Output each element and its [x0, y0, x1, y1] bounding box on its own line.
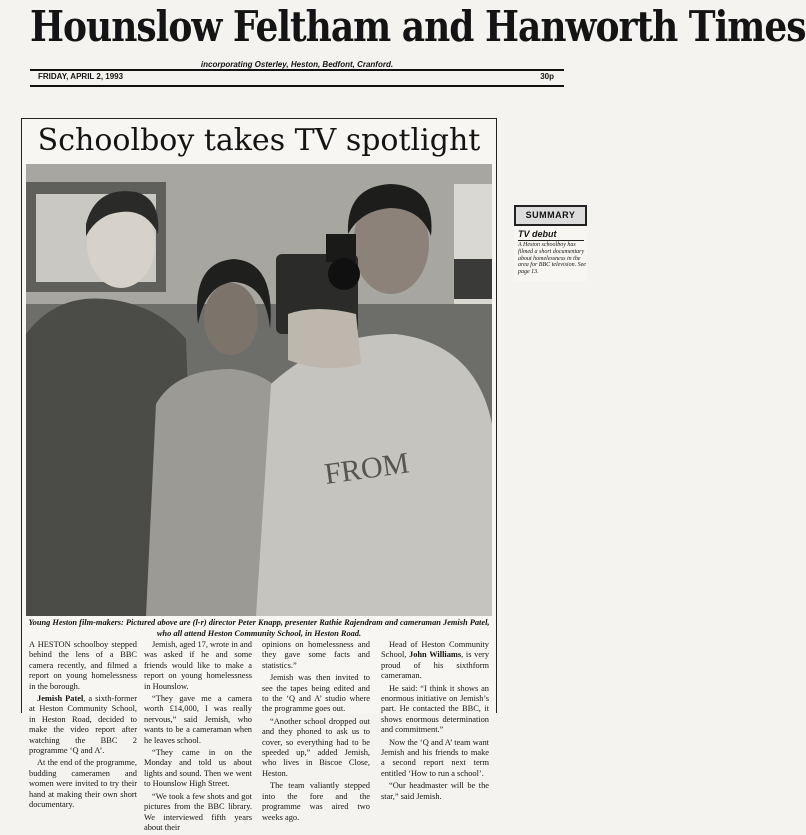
- paragraph: Head of Heston Community School, John Williams, is very proud of his sixthform cameraman.: [381, 640, 490, 681]
- paragraph: The team valiantly stepped into the fore and the programme was aired two weeks ago.: [262, 781, 370, 822]
- issue-date: FRIDAY, APRIL 2, 1993: [38, 72, 124, 81]
- masthead-subtitle: incorporating Osterley, Heston, Bedfont, Cranford.: [200, 60, 394, 69]
- svg-text:FROM: FROM: [322, 446, 412, 491]
- paragraph: Now the ‘Q and A’ team want Jemish and his friends to make a second report next term entitled ‘How to run a school’.: [381, 737, 489, 778]
- paragraph: Jemish Patel, a sixth-former at Heston Community School, in Heston Road, decided to make the video report after watching the BBC 2 programme ‘Q and A’.: [29, 694, 137, 756]
- article-column-1: [29, 640, 137, 813]
- paragraph: Jemish, aged 17, wrote in and was asked if he and some friends would like to make a report on young homelessness in Hounslow.: [144, 640, 252, 691]
- summary-rule: [518, 240, 584, 241]
- paragraph: A HESTON schoolboy stepped behind the lens of a BBC camera recently, and filmed a report on young homelessness in the borough.: [29, 640, 137, 691]
- article-column-2: [144, 640, 252, 835]
- article-headline: Schoolboy takes TV spotlight: [37, 123, 481, 158]
- summary-box: [514, 205, 587, 281]
- article-column-4: [381, 640, 489, 804]
- paragraph: He said: “I think it shows an enormous initiative on Jemish’s part. He contacted the BBC, it shows enormous determination and commitment.”: [381, 683, 489, 735]
- summary-label: SUMMARY: [514, 205, 587, 226]
- article-clipping: [21, 118, 497, 832]
- paragraph: Jemish was then invited to see the tapes being edited and to the ‘Q and A’ studio where the programme goes out.: [262, 673, 370, 714]
- masthead-rule-top: [30, 69, 564, 71]
- paragraph: “They came in on the Monday and told us about lights and sound. Then we went to Hounslow High Street.: [144, 748, 252, 789]
- photo-caption: Young Heston film-makers: Pictured above are (l-r) director Peter Knapp, presenter Rathie Rajendram and cameraman Jemish Patel, who all attend Heston Community School, in Heston Road.: [28, 618, 490, 638]
- masthead: [30, 0, 806, 96]
- paragraph: opinions on homelessness and they gave some facts and statistics.”: [262, 640, 370, 670]
- article-column-3: [262, 640, 370, 825]
- masthead-rule-bottom: [30, 85, 564, 87]
- photo-illustration: [26, 164, 492, 616]
- paragraph: “We took a few shots and got pictures from the BBC library. We interviewed fifth years about their: [144, 791, 252, 832]
- paragraph: “Another school dropped out and they phoned to ask us to cover, so everything had to be speeded up,” added Jemish, who lives in Biscoe Close, Heston.: [262, 716, 370, 778]
- summary-text: A Heston schoolboy has filmed a short documentary about homelessness in the area for BBC television. See page 13.: [518, 242, 586, 276]
- paragraph: “They gave me a camera worth £14,000, I was really nervous,” said Jemish, who wants to be a cameraman when he leaves school.: [144, 694, 252, 745]
- article-photo: [26, 164, 492, 616]
- issue-price: 30p: [540, 72, 554, 81]
- masthead-title: Hounslow Feltham and Hanworth Times: [30, 2, 806, 52]
- paragraph: At the end of the programme, budding cameramen and women were invited to try their hand at making their own short documentary.: [29, 758, 137, 810]
- summary-title: TV debut: [518, 229, 557, 239]
- paragraph: “Our headmaster will be the star,” said Jemish.: [381, 781, 489, 801]
